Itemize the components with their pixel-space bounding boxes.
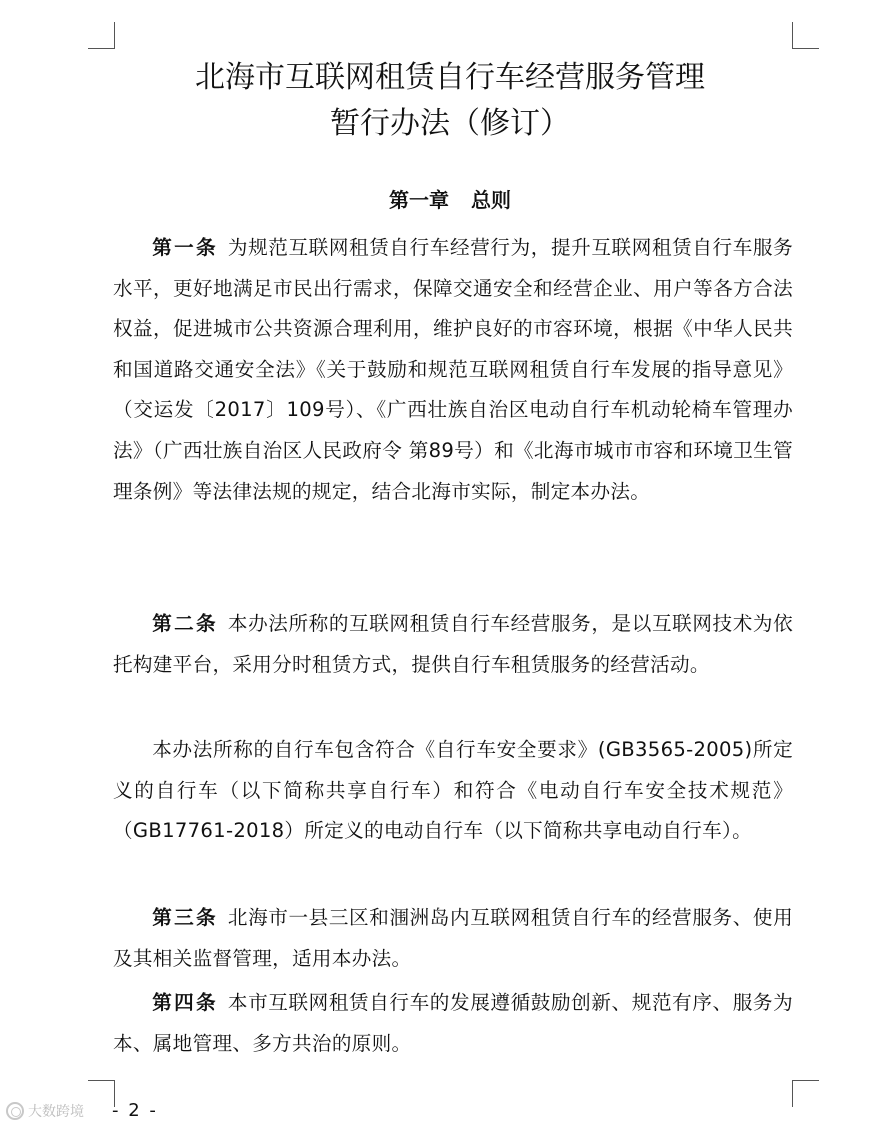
watermark-text: 大数跨境 [28, 1104, 84, 1120]
chapter-title: 总则 [471, 188, 511, 212]
article-text: 本办法所称的互联网租赁自行车经营服务，是以互联网技术为依托构建平台，采用分时租赁方式，提供自行车租赁服务的经营活动。 [113, 612, 793, 676]
article-1 [113, 228, 793, 512]
watermark [6, 1101, 84, 1121]
article-label: 第二条 [152, 612, 218, 635]
article-3 [113, 898, 793, 979]
article-2-paragraph-2 [113, 730, 793, 852]
chapter-number: 第一章 [389, 188, 449, 212]
article-text: 为规范互联网租赁自行车经营行为，提升互联网租赁自行车服务水平，更好地满足市民出行需求，保障交通安全和经营企业、用户等各方合法权益，促进城市公共资源合理利用，维护良好的市容环境，根据《中华人民共和国道路交通安全法》《关于鼓励和规范互联网租赁自行车发展的指导意见》（交运发〔2017〕109号）、《广西壮族自治区电动自行车机动轮椅车管理办法》（广西壮族自治区人民政府令 第89号）和《北海市城市市容和环境卫生管理条例》等法律法规的规定，结合北海市实际，制定本办法。 [113, 236, 793, 503]
article-2 [113, 604, 793, 685]
article-4 [113, 983, 793, 1064]
article-label: 第三条 [152, 906, 218, 929]
crop-mark-bottom-left [88, 1080, 115, 1107]
article-label: 第一条 [152, 236, 218, 259]
crop-mark-top-left [88, 22, 115, 49]
page-number: - 2 - [112, 1100, 158, 1121]
article-text: 北海市一县三区和涠洲岛内互联网租赁自行车的经营服务、使用及其相关监督管理，适用本办法。 [113, 906, 793, 970]
crop-mark-top-right [792, 22, 819, 49]
article-label: 第四条 [152, 991, 218, 1014]
document-title-line-1: 北海市互联网租赁自行车经营服务管理 [195, 60, 705, 95]
crop-mark-bottom-right [792, 1080, 819, 1107]
watermark-logo-icon [6, 1102, 24, 1120]
article-text: 本办法所称的自行车包含符合《自行车安全要求》(GB3565-2005)所定义的自行车（以下简称共享自行车）和符合《电动自行车安全技术规范》（GB17761-2018）所定义的电动自行车（以下简称共享电动自行车）。 [113, 738, 793, 843]
article-text: 本市互联网租赁自行车的发展遵循鼓励创新、规范有序、服务为本、属地管理、多方共治的原则。 [113, 991, 793, 1055]
document-title-line-2: 暂行办法（修订） [330, 106, 570, 141]
chapter-heading [100, 185, 800, 215]
